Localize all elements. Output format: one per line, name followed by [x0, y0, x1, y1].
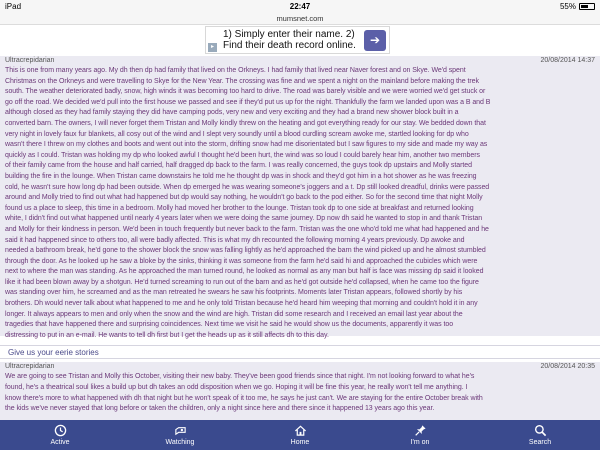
post-line: go off the road. We decided we'd pull into the first house we passed and see if they'd put us up for the night. Thankfully the farm we landed upon was a B and B: [5, 98, 491, 106]
post-line: This is one from many years ago. My dh then dp had family that lived on the Orkneys. I had family that lived near Naver forest and on Skye. We'd spent: [5, 67, 466, 74]
post-line: south. The weather deteriorated badly, snow, high winds it was becoming too hard to drive. The road was barely visible and we were worried we'd get stuck or: [5, 88, 486, 96]
post-line: said it had happened since to others too, all were badly affected. This is what my dh recounted the following morning 4 years previously. Dp awoke and: [5, 236, 465, 244]
post-line: needed a bathroom break, he'd gone to the shower block the snow was falling lightly as he'd approached the barn the wind picked up and he almost stumbled: [5, 247, 486, 255]
tab-home[interactable]: [240, 420, 360, 450]
post-author[interactable]: Ultracrepidarian: [5, 363, 55, 370]
ad-line-1: 1) Simply enter their name. 2): [223, 29, 355, 40]
battery-icon: [579, 3, 595, 10]
post-line: like it had been blown away by a shotgun. He'd turned screaming to run out of the barn and as he'd got outside he'd collapsed, when he came too the figure: [5, 278, 479, 286]
post-line: We are going to see Tristan and Molly this October, visiting their new baby. They've been good friends since that night. I'm not looking forward to what he's: [5, 373, 475, 380]
tab-label: Search: [528, 439, 552, 446]
tab-label: Active: [50, 439, 70, 446]
ad-text: [223, 29, 356, 51]
device-name: iPad: [5, 2, 22, 11]
bottom-tab-bar: [0, 420, 600, 450]
post-timestamp: 20/08/2014 14:37: [540, 57, 595, 64]
tab-label: I'm on: [410, 439, 430, 446]
post-line: distressing to put in an e-mail. He wants to tell dh first but I get the heads up as it still affects dh to this day.: [5, 331, 329, 339]
post-line: converted barn. The owners, I will never forget them Tristan and Molly kindly threw on the heating and got everything ready for our stay. We bedded down that: [5, 119, 486, 127]
tab-watching[interactable]: [120, 420, 240, 450]
arrow-right-icon[interactable]: ➔: [364, 30, 386, 51]
post-line: cold, he wasn't sure how long dp had been outside. When dp emerged he was wearing someone's joggers and a t. Dp still looked dreadful, drinks were passed: [5, 183, 490, 191]
thread-title[interactable]: Give us your eerie stories: [0, 345, 600, 359]
pin-icon: [414, 424, 427, 437]
post-line: quickly as I could. Tristan was holding my dp who looked awful I thought he'd been hurt, the wind was so loud I could barely hear him, another two members: [5, 151, 480, 159]
post-line: wasn't there I threw on my clothes and boots and went out into the storm, drifting snow had me disorientated but I saw figures to my side and made my way as: [5, 141, 488, 149]
tab-im-on[interactable]: [360, 420, 480, 450]
ad-choices-icon[interactable]: ▸: [208, 43, 217, 52]
tab-label: Watching: [165, 439, 195, 446]
battery-percent: 55%: [559, 2, 576, 11]
post-line: through the door. As he looked up he saw a bloke by the sinks, thinking it was someone from the farm he'd said hi and approached the cubicles which were: [5, 257, 478, 265]
status-bar: [0, 0, 600, 13]
tab-active[interactable]: [0, 420, 120, 450]
ad-banner[interactable]: [205, 26, 390, 54]
address-bar[interactable]: mumsnet.com: [0, 13, 600, 25]
post-line: know there's more to what happened with dh that night but he won't speak of it too me, he says he just can't. We are staying for the entire October break with: [5, 394, 483, 402]
tab-search[interactable]: [480, 420, 600, 450]
post-line: building the fire in the lounge. When Tristan came downstairs he told me he thought dp was in shock and they'd got him in a hot shower as he was freezing: [5, 172, 477, 180]
post: [0, 56, 600, 339]
post-line: found, he's a theatrical soul likes a build up but dh takes an odd disposition when we go. Hoping it will be fine this year, he really won't tell me anything. I: [5, 383, 468, 391]
post-body: [0, 372, 600, 415]
post-header: [0, 362, 600, 372]
post-line: of their family came from the house and half carried, half dragged dp back to the farm. I was really concerned, the guys took dp upstairs and Molly started: [5, 162, 472, 170]
post-line: although closed as they had family staying they did have camping pods, very new and very exciting and they had a brand new shower block built in a: [5, 109, 459, 117]
battery-status: [560, 0, 595, 13]
post-line: around and Molly tried to find out what had happened but dp would say nothing, he wouldn't go back to the pod either. So for the second time that night Molly: [5, 194, 483, 202]
post-timestamp: 20/08/2014 20:35: [540, 363, 595, 370]
post-line: Christmas on the Orkneys and were travelling to Skye for the New Year. The crossing was fine and we spent a night on the mainland before making the trek: [5, 77, 479, 85]
search-icon: [534, 424, 547, 437]
post-line: and Molly for their kindness in person. We'd been in touch frequently but never back to the farm. Tristan was the one who'd told me what had happened and he: [5, 225, 489, 233]
post: [0, 362, 600, 420]
post-line: very night in lovely faux fur blankets, all cosy out of the wind and I slept very soundly until a blood curdling scream awoke me, startled looking for dp who: [5, 130, 469, 138]
tab-label: Home: [290, 439, 310, 446]
post-author[interactable]: Ultracrepidarian: [5, 57, 55, 64]
post-line: next to where the man was standing. As he approached the man turned round, he looked as normal as any man but half is face was missing dp said it looked: [5, 268, 484, 276]
post-line: white, I didn't find out what happened until nearly 4 years later when we were doing the same journey. Dp now dh said he wanted to stop in and thank Tristan: [5, 215, 483, 223]
clock: 22:47: [289, 2, 311, 11]
post-line: longer. It always appears to men and only when the snow and the wind are high. Tristan did some research and I received an email last year about the: [5, 310, 463, 318]
ad-line-2: Find their death record online.: [223, 40, 356, 51]
post-line: the kids we've never stayed that long before or taken the children, only a night since here and there since it happened 13 years ago this year.: [5, 405, 435, 413]
post-line: was standing over him, he screamed and as the man retreated he swears he saw his footprints. Moments later Tristan appears, followed shortly by his: [5, 289, 463, 297]
post-line: brothers. Dh would never talk about what happened to me and he only told Tristan because he'd heard him weeping that morning and couldn't hold it in any: [5, 300, 478, 308]
post-body: [0, 66, 600, 341]
home-icon: [294, 424, 307, 437]
post-header: [0, 56, 600, 66]
post-line: tragedies that have happened there and surprising coincidences. Next time we visit he said he would show us the documents, apparently it was too: [5, 321, 454, 329]
clock-icon: [54, 424, 67, 437]
post-line: found us a place to sleep, this time in a bedroom. Molly had moved her brother to the lounge. Tristan took dp to one side at breakfast and returned looking: [5, 204, 474, 212]
watching-icon: [174, 424, 187, 437]
